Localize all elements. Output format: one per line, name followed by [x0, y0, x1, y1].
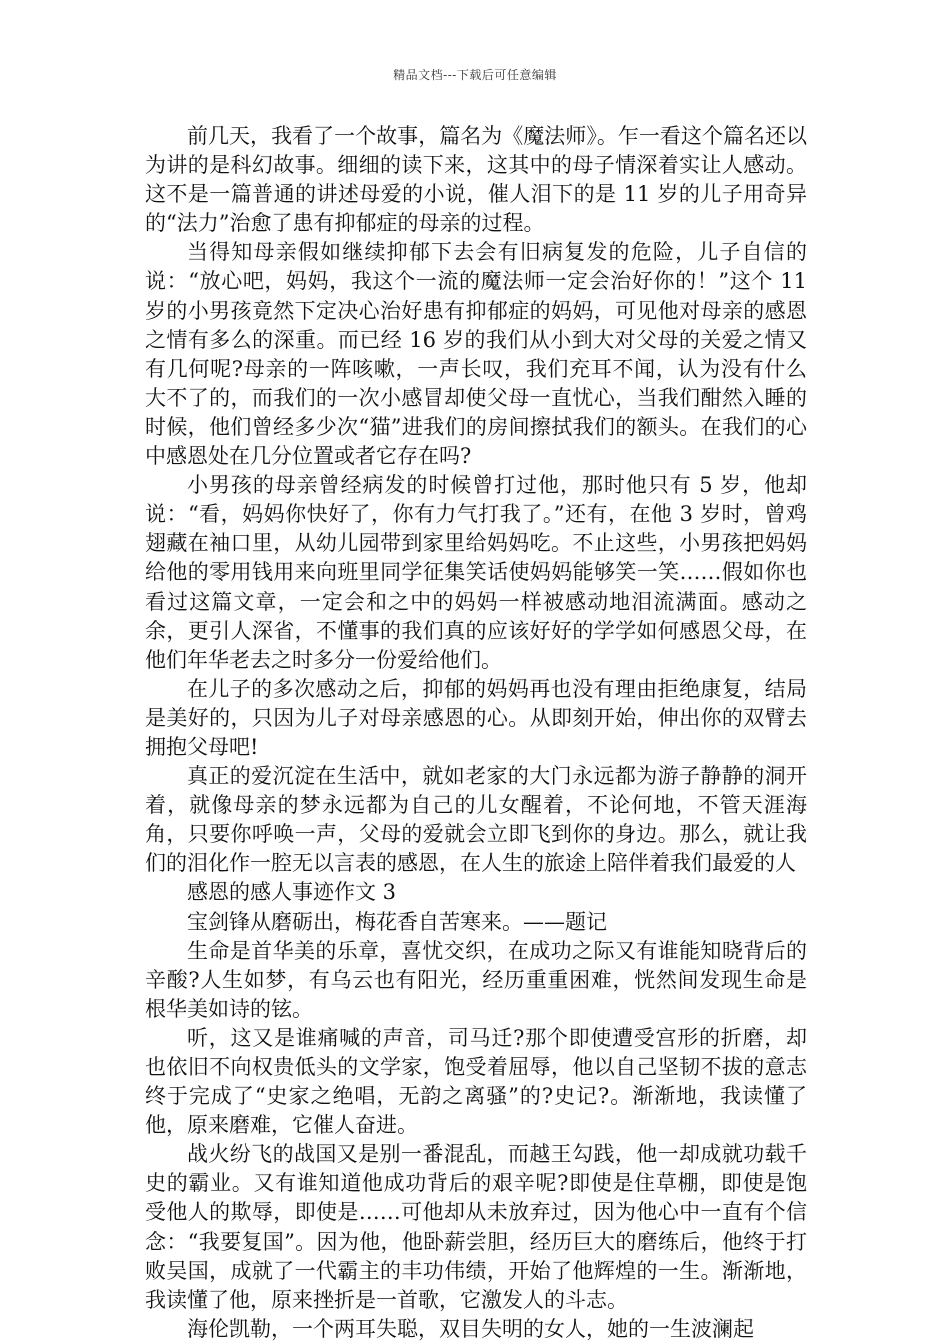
paragraph: 前几天，我看了一个故事，篇名为《魔法师》。乍一看这个篇名还以为讲的是科幻故事。细细的读下来，这其中的母子情深着实让人感动。这不是一篇普通的讲述母爱的小说，催人泪下的是 11 岁的儿子用奇异的“法力”治愈了患有抑郁症的母亲的过程。: [145, 124, 807, 236]
paragraph: 海伦凯勒，一个两耳失聪，双目失明的女人，她的一生波澜起: [187, 1316, 754, 1341]
document-body: [145, 122, 807, 1344]
paragraph: 在儿子的多次感动之后，抑郁的妈妈再也没有理由拒绝康复，结局是美好的，只因为儿子对母亲感恩的心。从即刻开始，伸出你的双臂去拥抱父母吧!: [145, 676, 807, 759]
paragraph: 小男孩的母亲曾经病发的时候曾打过他，那时他只有 5 岁，他却说：“看，妈妈你快好了，你有力气打我了。”还有，在他 3 岁时，曾鸡翅藏在袖口里，从幼儿园带到家里给妈妈吃。不止这些，小男孩把妈妈给他的零用钱用来向班里同学征集笑话使妈妈能够笑一笑……假如你也看过这篇文章，一定会和之中的妈妈一样被感动地泪流满面。感动之余，更引人深省，不懂事的我们真的应该好好的学学如何感恩父母，在他们年华老去之时多分一份爱给他们。: [145, 473, 807, 672]
paragraph: 生命是首华美的乐章，喜忧交织，在成功之际又有谁能知晓背后的辛酸?人生如梦，有乌云也有阳光，经历重重困难，恍然间发现生命是根华美如诗的铉。: [145, 938, 807, 1021]
paragraph: 听，这又是谁痛喊的声音，司马迁?那个即使遭受宫形的折磨，却也依旧不向权贵低头的文学家，饱受着屈辱，他以自己坚韧不拔的意志终于完成了“史家之绝唱，无韵之离骚”的?史记?。渐渐地，我读懂了他，原来磨难，它催人奋进。: [145, 1025, 807, 1138]
section-title: 感恩的感人事迹作文 3: [187, 880, 397, 905]
paragraph: 真正的爱沉淀在生活中，就如老家的大门永远都为游子静静的洞开着，就像母亲的梦永远都为自己的儿女醒着，不论何地，不管天涯海角，只要你呼唤一声，父母的爱就会立即飞到你的身边。那么，就让我们的泪化作一腔无以言表的感恩，在人生的旅途上陪伴着我们最爱的人: [145, 764, 807, 876]
paragraph: 战火纷飞的战国又是别一番混乱，而越王勾践，他一却成就功载千史的霸业。又有谁知道他成功背后的艰辛呢?即使是住草棚，即使是饱受他人的欺辱，即使是……可他却从未放弃过，因为他心中一直有个信念：“我要复国”。因为他，他卧薪尝胆，经历巨大的磨练后，他终于打败吴国，成就了一代霸主的丰功伟绩，开始了他辉煌的一生。渐渐地，我读懂了他，原来挫折是一首歌，它激发人的斗志。: [145, 1142, 807, 1312]
paragraph: 当得知母亲假如继续抑郁下去会有旧病复发的危险，儿子自信的说：“放心吧，妈妈，我这个一流的魔法师一定会治好你的！”这个 11 岁的小男孩竟然下定决心治好患有抑郁症的妈妈，可见他对母亲的感恩之情有多么的深重。而已经 16 岁的我们从小到大对父母的关爱之情又有几何呢?母亲的一阵咳嗽，一声长叹，我们充耳不闻，认为没有什么大不了的，而我们的一次小感冒却使父母一直忧心，当我们酣然入睡的时候，他们曾经多少次“猫”进我们的房间擦拭我们的额头。在我们的心中感恩处在几分位置或者它存在吗?: [145, 240, 807, 469]
page-header: 精品文档---下载后可任意编辑: [393, 68, 557, 82]
epigraph: 宝剑锋从磨砺出，梅花香自苦寒来。——题记: [187, 909, 607, 934]
